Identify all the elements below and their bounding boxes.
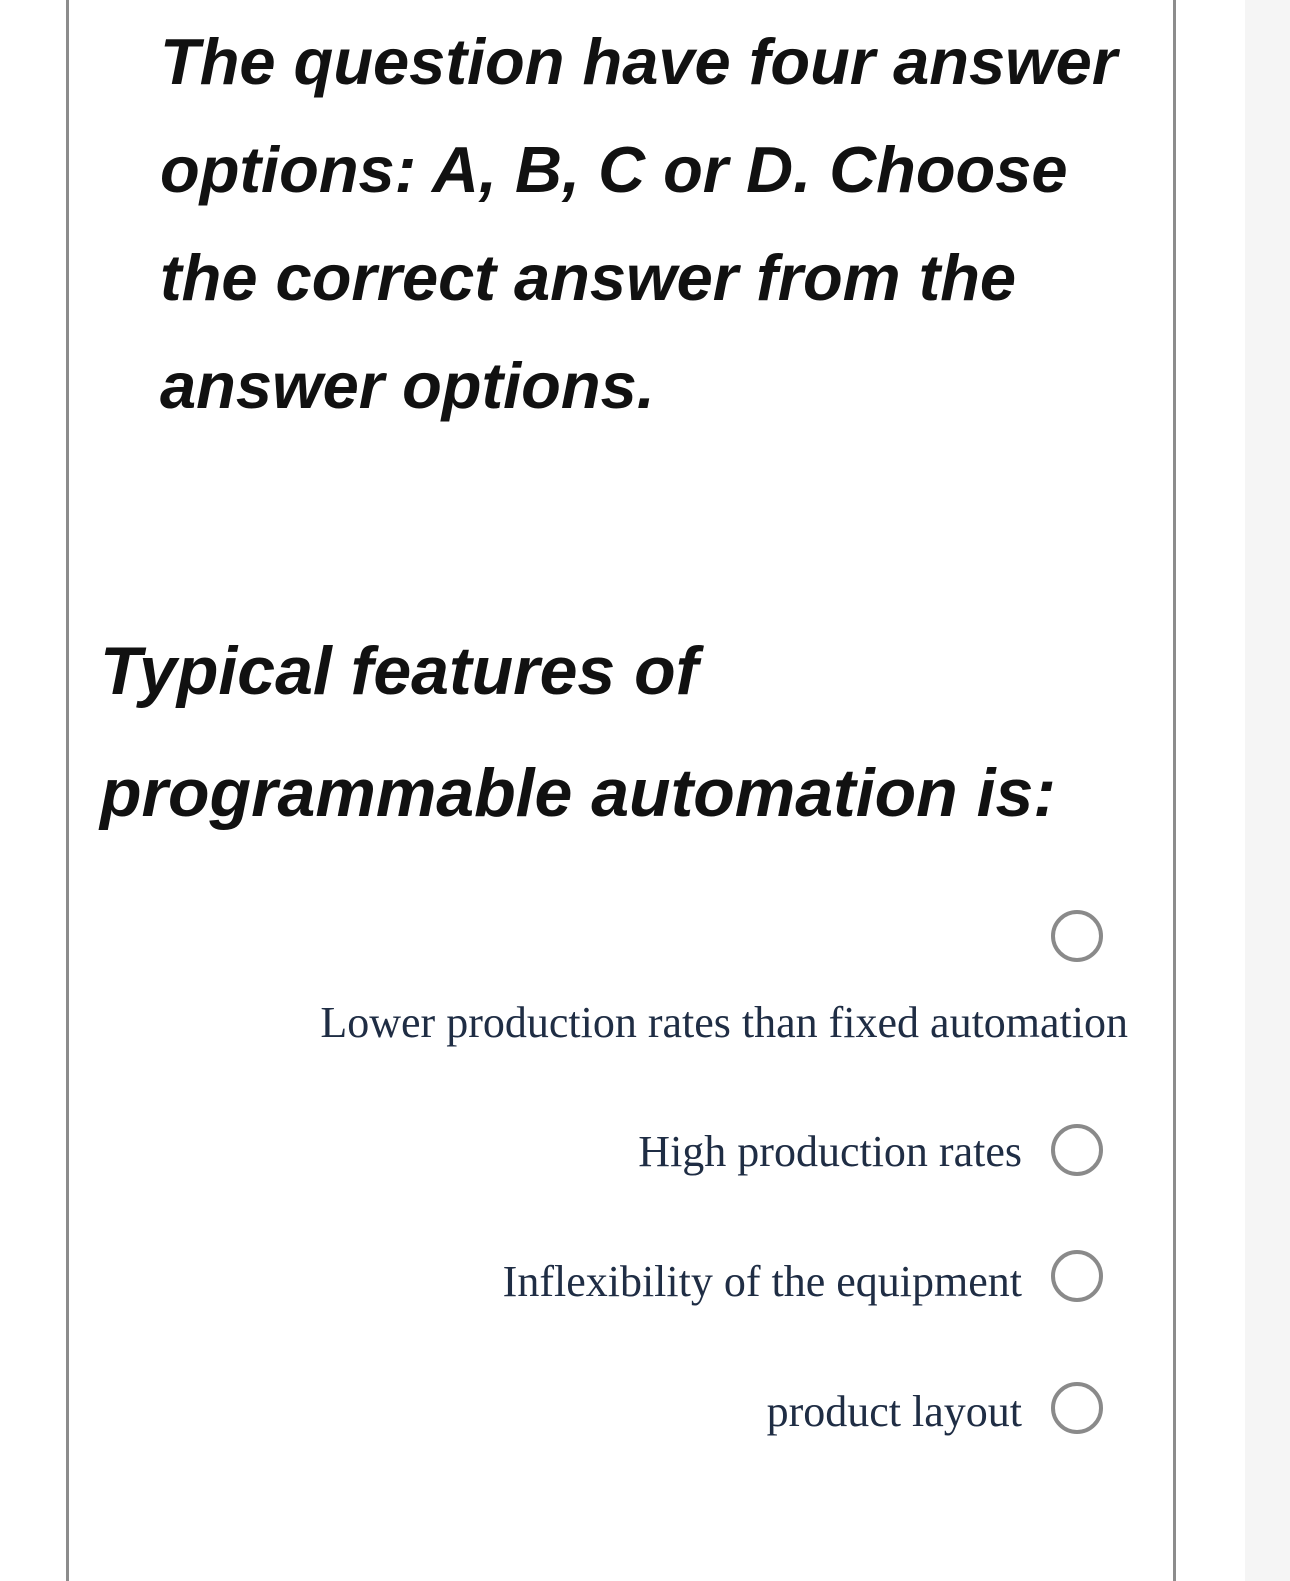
option-a[interactable]	[250, 905, 1130, 1055]
instructions-text: The question have four answer options: A, B, C or D. Choose the correct answer from the answer options.	[160, 25, 1118, 422]
radio-option-b-icon[interactable]	[1051, 1124, 1103, 1176]
option-d[interactable]	[740, 1380, 1115, 1440]
option-b[interactable]	[600, 1122, 1115, 1182]
radio-option-d-icon[interactable]	[1051, 1382, 1103, 1434]
option-b-label: High production rates	[638, 1127, 1022, 1176]
radio-option-a-icon[interactable]	[1051, 910, 1103, 962]
option-c[interactable]	[455, 1250, 1115, 1310]
option-a-label: Lower production rates than fixed automation	[320, 998, 1128, 1047]
scroll-gutter	[1245, 0, 1290, 1581]
option-c-label: Inflexibility of the equipment	[502, 1257, 1022, 1306]
question-text: Typical features of programmable automation is:	[100, 633, 1056, 831]
option-d-label: product layout	[766, 1387, 1022, 1436]
radio-option-c-icon[interactable]	[1051, 1250, 1103, 1302]
